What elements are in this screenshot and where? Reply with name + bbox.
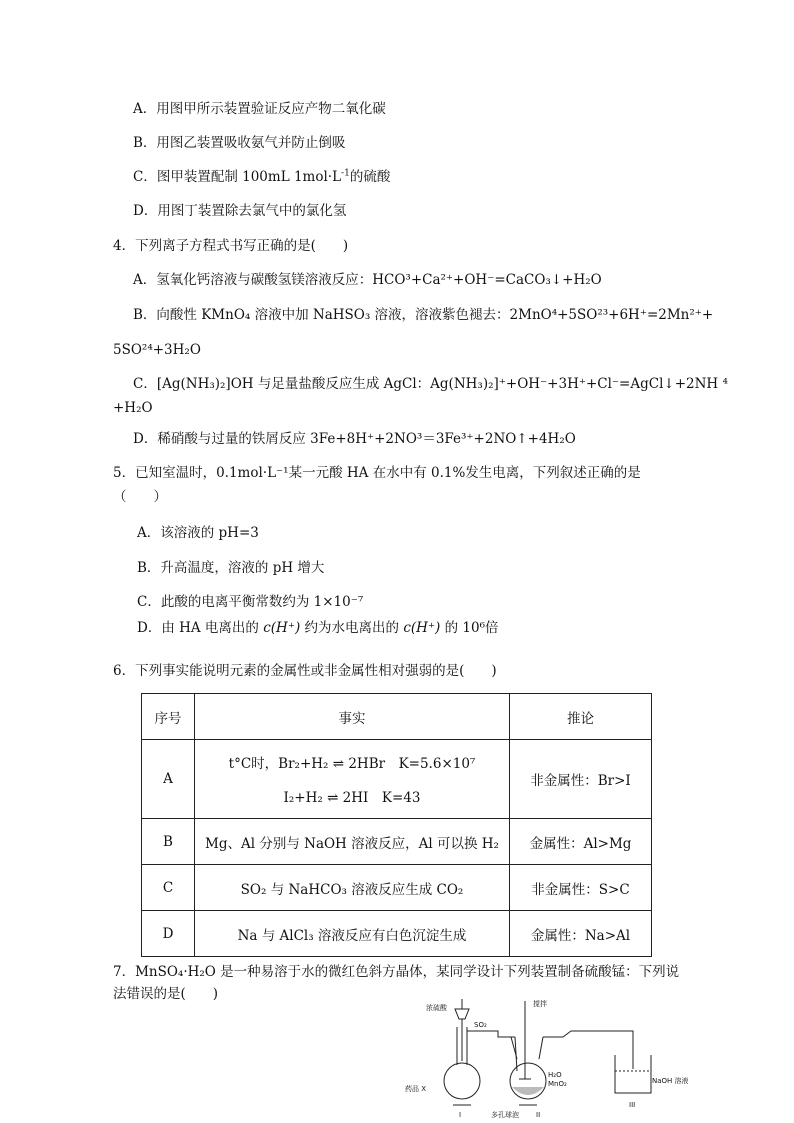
apparatus-diagram (393, 993, 689, 1121)
label-mno2: MnO₂ (548, 1080, 567, 1088)
q4-option-b-line2: 5SO²⁴+3H₂O (113, 342, 201, 358)
label-stir: 搅拌 (533, 1000, 547, 1008)
row-fact (195, 740, 510, 819)
flask-ii-liquid (512, 1087, 544, 1095)
q5-ch-1: c(H⁺) (263, 620, 301, 636)
q5-ch-2: c(H⁺) (403, 620, 441, 636)
table-row (142, 740, 652, 819)
table-row (142, 819, 652, 865)
q5-option-b: B．升高温度，溶液的 pH 增大 (137, 560, 325, 576)
q5-option-d (137, 618, 499, 638)
row-fact: SO₂ 与 NaHCO₃ 溶液反应生成 CO₂ (195, 865, 510, 911)
q6-table (141, 693, 652, 957)
q4-stem: 4．下列离子方程式书写正确的是( ) (113, 238, 349, 254)
q3-option-c-text: C．图甲装置配制 100mL 1mol·L (133, 169, 342, 185)
q3-option-a: A．用图甲所示装置验证反应产物二氧化碳 (133, 101, 386, 117)
row-conclusion: 金属性：Al>Mg (510, 819, 652, 865)
q5-option-a: A．该溶液的 pH=3 (137, 525, 259, 541)
label-h2o: H₂O (548, 1071, 562, 1079)
row-fact-line1: t°C时，Br₂+H₂ ⇌ 2HBr K=5.6×10⁷ (228, 756, 476, 772)
q4-option-c-line2: +H₂O (113, 400, 153, 416)
funnel-body (455, 1009, 469, 1019)
header-id: 序号 (142, 694, 195, 740)
q3-option-c-post: 的硫酸 (349, 169, 391, 185)
label-conc-acid: 浓硫酸 (426, 1004, 447, 1012)
row-fact-line2: I₂+H₂ ⇌ 2HI K=43 (283, 790, 421, 806)
q3-option-d: D．用图丁装置除去氯气中的氯化氢 (133, 203, 347, 219)
q4-option-b-line1: B．向酸性 KMnO₄ 溶液中加 NaHSO₃ 溶液，溶液紫色褪去：2MnO⁴+5SO²³+6H⁺=2Mn²⁺+ (133, 307, 714, 323)
q6-stem: 6．下列事实能说明元素的金属性或非金属性相对强弱的是( ) (113, 663, 497, 679)
label-drug-x: 药品 X (405, 1085, 427, 1093)
q3-option-c-sup: -1 (341, 168, 350, 179)
q5-option-d-pre: D．由 HA 电离出的 (137, 620, 259, 636)
delivery-tube-1 (467, 1031, 515, 1037)
delivery-tube-2 (543, 1031, 633, 1069)
label-naoh: NaOH 溶液 (652, 1077, 689, 1085)
row-conclusion: 金属性：Na>Al (510, 911, 652, 957)
table-row (142, 911, 652, 957)
row-fact: Na 与 AlCl₃ 溶液反应有白色沉淀生成 (195, 911, 510, 957)
row-conclusion: 非金属性：Br>I (510, 740, 652, 819)
header-conclusion: 推论 (510, 694, 652, 740)
label-so2: SO₂ (474, 1021, 487, 1029)
flask-i-bulb (444, 1063, 480, 1099)
label-bulb: 多孔球泡 (491, 1111, 519, 1119)
q3-option-b: B．用图乙装置吸收氨气并防止倒吸 (133, 135, 346, 151)
q5-option-c: C．此酸的电离平衡常数约为 1×10⁻⁷ (137, 594, 364, 610)
q5-option-d-mid: 约为水电离出的 (304, 620, 400, 636)
label-ii: II (536, 1111, 541, 1119)
label-iii: III (629, 1101, 636, 1109)
q4-option-d: D．稀硝酸与过量的铁屑反应 3Fe+8H⁺+2NO³＝3Fe³⁺+2NO↑+4H₂O (133, 431, 576, 447)
row-fact: Mg、Al 分别与 NaOH 溶液反应，Al 可以换 H₂ (195, 819, 510, 865)
header-fact: 事实 (195, 694, 510, 740)
row-conclusion: 非金属性：S>C (510, 865, 652, 911)
table-header-row (142, 694, 652, 740)
q4-option-a: A．氢氧化钙溶液与碳酸氢镁溶液反应：HCO³+Ca²⁺+OH⁻=CaCO₃↓+H₂O (133, 272, 602, 288)
table-row (142, 865, 652, 911)
flask-ii-right-neck (539, 1037, 543, 1059)
q5-stem-line1: 5．已知室温时，0.1mol·L⁻¹某一元酸 HA 在水中有 0.1%发生电离，下列叙述正确的是 (113, 465, 641, 481)
label-i: I (459, 1111, 462, 1119)
row-id: A (142, 740, 195, 819)
q3-option-c (133, 167, 390, 187)
row-id: C (142, 865, 195, 911)
q4-option-c-line1: C．[Ag(NH₃)₂]OH 与足量盐酸反应生成 AgCl：Ag(NH₃)₂]⁺+OH⁻+3H⁺+Cl⁻=AgCl↓+2NH ⁴ (133, 376, 728, 392)
q5-stem-line2: （ ） (113, 489, 167, 505)
q7-stem-line2: 法错误的是( ) (113, 986, 219, 1002)
row-id: B (142, 819, 195, 865)
row-id: D (142, 911, 195, 957)
q5-option-d-post: 的 10⁶倍 (444, 620, 499, 636)
q7-stem-line1: 7．MnSO₄·H₂O 是一种易溶于水的微红色斜方晶体，某同学设计下列装置制备硫酸锰：下列说 (113, 964, 680, 980)
